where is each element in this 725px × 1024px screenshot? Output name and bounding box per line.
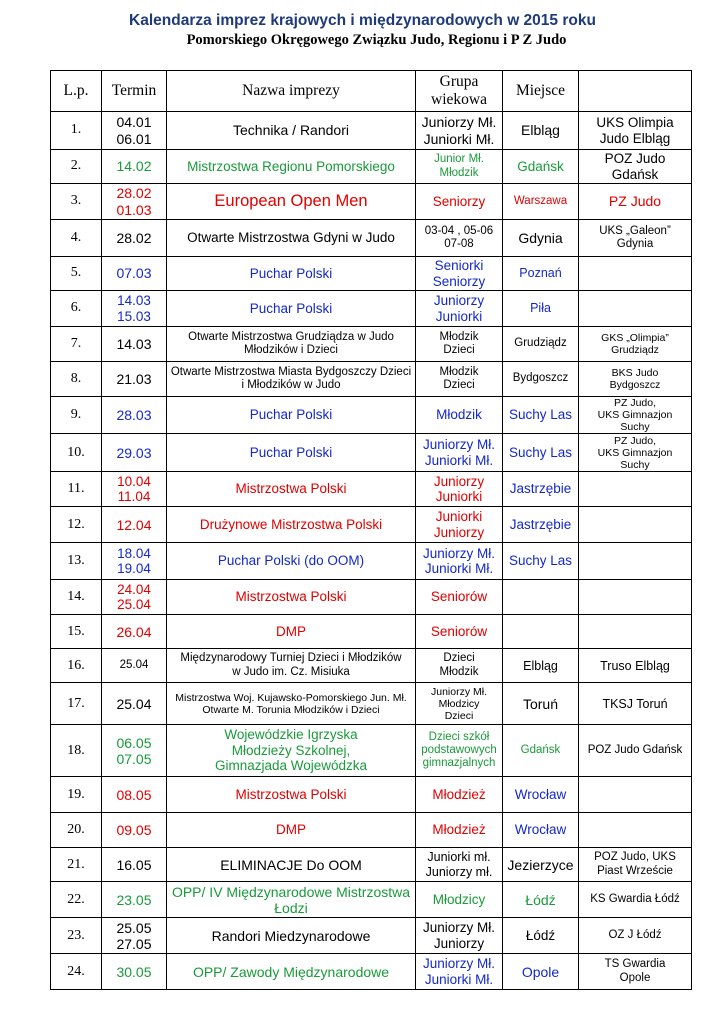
table-row xyxy=(51,580,692,615)
row-miejsce: Jastrzębie xyxy=(503,507,579,543)
row-organizer xyxy=(579,615,692,649)
table-row xyxy=(51,327,692,362)
row-grupa: Dzieci Młodzik xyxy=(416,649,503,683)
table-row xyxy=(51,257,692,291)
row-lp: 15. xyxy=(51,615,102,649)
row-organizer xyxy=(579,777,692,813)
table-row xyxy=(51,725,692,777)
row-grupa: Dzieci szkół podstawowych gimnazjalnych xyxy=(416,725,503,777)
row-nazwa: Mistrzostwa Woj. Kujawsko-Pomorskiego Jun. Mł. Otwarte M. Torunia Młodzików i Dzieci xyxy=(167,683,416,725)
row-termin: 10.04 11.04 xyxy=(102,472,167,507)
row-grupa: Seniorki Seniorzy xyxy=(416,257,503,291)
table-row xyxy=(51,918,692,954)
row-nazwa: Puchar Polski xyxy=(167,257,416,291)
row-termin: 14.03 xyxy=(102,327,167,362)
row-nazwa: Technika / Randori xyxy=(167,112,416,150)
row-lp: 10. xyxy=(51,434,102,472)
row-nazwa: Puchar Polski xyxy=(167,434,416,472)
row-nazwa: Drużynowe Mistrzostwa Polski xyxy=(167,507,416,543)
row-termin: 23.05 xyxy=(102,882,167,918)
row-nazwa: Mistrzostwa Polski xyxy=(167,777,416,813)
row-termin: 09.05 xyxy=(102,813,167,848)
row-miejsce: Suchy Las xyxy=(503,543,579,580)
row-grupa: Juniorzy Juniorki xyxy=(416,472,503,507)
row-miejsce: Suchy Las xyxy=(503,397,579,434)
row-grupa: Juniorzy Mł. Młodzicy Dzieci xyxy=(416,683,503,725)
table-row xyxy=(51,112,692,150)
table-row xyxy=(51,683,692,725)
row-lp: 8. xyxy=(51,362,102,397)
row-termin: 04.01 06.01 xyxy=(102,112,167,150)
row-lp: 24. xyxy=(51,954,102,990)
row-miejsce: Poznań xyxy=(503,257,579,291)
row-nazwa: Wojewódzkie Igrzyska Młodzieży Szkolnej, Gimnazjada Wojewódzka xyxy=(167,725,416,777)
row-organizer xyxy=(579,813,692,848)
row-miejsce: Łódź xyxy=(503,882,579,918)
row-grupa: Seniorów xyxy=(416,615,503,649)
row-termin: 18.04 19.04 xyxy=(102,543,167,580)
row-grupa: Juniorzy Juniorki xyxy=(416,291,503,327)
table-row xyxy=(51,848,692,882)
table-row xyxy=(51,150,692,184)
row-grupa: Juniorzy Mł. Juniorzy xyxy=(416,918,503,954)
table-row xyxy=(51,882,692,918)
row-lp: 3. xyxy=(51,184,102,220)
table-row xyxy=(51,507,692,543)
row-lp: 16. xyxy=(51,649,102,683)
row-miejsce: Suchy Las xyxy=(503,434,579,472)
row-grupa: Juniorzy Mł. Juniorki Mł. xyxy=(416,112,503,150)
header-nazwa: Nazwa imprezy xyxy=(167,71,416,112)
table-header-row xyxy=(51,71,692,112)
row-grupa: Junior Mł. Młodzik xyxy=(416,150,503,184)
row-termin: 14.02 xyxy=(102,150,167,184)
row-grupa: Młodzik xyxy=(416,397,503,434)
row-grupa: Seniorzy xyxy=(416,184,503,220)
row-termin: 08.05 xyxy=(102,777,167,813)
row-organizer: BKS Judo Bydgoszcz xyxy=(579,362,692,397)
row-nazwa: Otwarte Mistrzostwa Gdyni w Judo xyxy=(167,220,416,257)
row-organizer: GKS „Olimpia” Grudziądz xyxy=(579,327,692,362)
row-grupa: Juniorzy Mł. Juniorki Mł. xyxy=(416,434,503,472)
row-organizer: UKS „Galeon” Gdynia xyxy=(579,220,692,257)
row-lp: 22. xyxy=(51,882,102,918)
row-termin: 25.04 xyxy=(102,683,167,725)
row-nazwa: Mistrzostwa Polski xyxy=(167,472,416,507)
row-miejsce: Warszawa xyxy=(503,184,579,220)
row-lp: 9. xyxy=(51,397,102,434)
row-nazwa: Mistrzostwa Polski xyxy=(167,580,416,615)
row-grupa: Młodzik Dzieci xyxy=(416,327,503,362)
row-grupa: Juniorzy Mł. Juniorki Mł. xyxy=(416,954,503,990)
row-lp: 4. xyxy=(51,220,102,257)
row-grupa: Młodzik Dzieci xyxy=(416,362,503,397)
row-lp: 6. xyxy=(51,291,102,327)
row-nazwa: OPP/ IV Międzynarodowe Mistrzostwa Łodzi xyxy=(167,882,416,918)
row-grupa: Młodzież xyxy=(416,813,503,848)
table-row xyxy=(51,472,692,507)
row-organizer: TKSJ Toruń xyxy=(579,683,692,725)
row-nazwa: Randori Miedzynarodowe xyxy=(167,918,416,954)
row-termin: 28.02 xyxy=(102,220,167,257)
row-organizer: OZ J Łódź xyxy=(579,918,692,954)
row-termin: 25.05 27.05 xyxy=(102,918,167,954)
table-row xyxy=(51,615,692,649)
row-organizer: POZ Judo Gdańsk xyxy=(579,725,692,777)
events-table xyxy=(50,70,692,990)
table-row xyxy=(51,397,692,434)
row-grupa: Młodzież xyxy=(416,777,503,813)
row-lp: 12. xyxy=(51,507,102,543)
row-miejsce: Gdańsk xyxy=(503,725,579,777)
row-grupa: Seniorów xyxy=(416,580,503,615)
row-organizer xyxy=(579,472,692,507)
row-organizer: PZ Judo, UKS Gimnazjon Suchy xyxy=(579,434,692,472)
table-row xyxy=(51,362,692,397)
row-miejsce xyxy=(503,580,579,615)
row-miejsce: Wrocław xyxy=(503,777,579,813)
row-miejsce: Piła xyxy=(503,291,579,327)
row-lp: 20. xyxy=(51,813,102,848)
row-lp: 7. xyxy=(51,327,102,362)
row-grupa: 03-04 , 05-06 07-08 xyxy=(416,220,503,257)
row-organizer: UKS Olimpia Judo Elbląg xyxy=(579,112,692,150)
row-miejsce: Jezierzyce xyxy=(503,848,579,882)
table-row xyxy=(51,813,692,848)
row-nazwa: ELIMINACJE Do OOM xyxy=(167,848,416,882)
row-lp: 1. xyxy=(51,112,102,150)
row-termin: 21.03 xyxy=(102,362,167,397)
row-nazwa: OPP/ Zawody Międzynarodowe xyxy=(167,954,416,990)
row-organizer: KS Gwardia Łódź xyxy=(579,882,692,918)
table-row xyxy=(51,649,692,683)
row-termin: 12.04 xyxy=(102,507,167,543)
table-row xyxy=(51,184,692,220)
row-termin: 06.05 07.05 xyxy=(102,725,167,777)
row-organizer xyxy=(579,507,692,543)
row-termin: 26.04 xyxy=(102,615,167,649)
row-nazwa: Otwarte Mistrzostwa Grudziądza w Judo Młodzików i Dzieci xyxy=(167,327,416,362)
row-lp: 2. xyxy=(51,150,102,184)
row-lp: 18. xyxy=(51,725,102,777)
row-nazwa: DMP xyxy=(167,615,416,649)
row-termin: 07.03 xyxy=(102,257,167,291)
row-lp: 14. xyxy=(51,580,102,615)
row-organizer: POZ Judo, UKS Piast Wrzeście xyxy=(579,848,692,882)
document-subtitle: Pomorskiego Okręgowego Związku Judo, Regionu i P Z Judo xyxy=(186,32,567,48)
row-organizer xyxy=(579,257,692,291)
table-row xyxy=(51,954,692,990)
row-lp: 5. xyxy=(51,257,102,291)
row-termin: 16.05 xyxy=(102,848,167,882)
row-nazwa: DMP xyxy=(167,813,416,848)
row-nazwa: Puchar Polski xyxy=(167,397,416,434)
row-nazwa: Puchar Polski xyxy=(167,291,416,327)
row-miejsce: Wrocław xyxy=(503,813,579,848)
row-organizer: PZ Judo xyxy=(579,184,692,220)
row-organizer xyxy=(579,580,692,615)
row-termin: 24.04 25.04 xyxy=(102,580,167,615)
row-termin: 28.02 01.03 xyxy=(102,184,167,220)
row-lp: 13. xyxy=(51,543,102,580)
table-row xyxy=(51,543,692,580)
row-lp: 17. xyxy=(51,683,102,725)
row-miejsce: Bydgoszcz xyxy=(503,362,579,397)
table-row xyxy=(51,220,692,257)
row-grupa: Juniorzy Mł. Juniorki Mł. xyxy=(416,543,503,580)
row-miejsce: Łódź xyxy=(503,918,579,954)
row-organizer: POZ Judo Gdańsk xyxy=(579,150,692,184)
table-row xyxy=(51,434,692,472)
header-lp: L.p. xyxy=(51,71,102,112)
document-title: Kalendarza imprez krajowych i międzynarodowych w 2015 roku xyxy=(129,12,596,29)
row-lp: 19. xyxy=(51,777,102,813)
header-grupa: Grupa wiekowa xyxy=(416,71,503,112)
row-miejsce: Gdynia xyxy=(503,220,579,257)
row-nazwa: Mistrzostwa Regionu Pomorskiego xyxy=(167,150,416,184)
row-miejsce: Elbląg xyxy=(503,649,579,683)
header-organizer xyxy=(579,71,692,112)
row-organizer: TS Gwardia Opole xyxy=(579,954,692,990)
row-nazwa: Otwarte Mistrzostwa Miasta Bydgoszczy Dzieci i Młodzików w Judo xyxy=(167,362,416,397)
row-termin: 30.05 xyxy=(102,954,167,990)
header-termin: Termin xyxy=(102,71,167,112)
row-miejsce: Opole xyxy=(503,954,579,990)
row-grupa: Młodzicy xyxy=(416,882,503,918)
row-termin: 29.03 xyxy=(102,434,167,472)
row-organizer xyxy=(579,291,692,327)
row-nazwa: Międzynarodowy Turniej Dzieci i Młodzików w Judo im. Cz. Misiuka xyxy=(167,649,416,683)
row-lp: 11. xyxy=(51,472,102,507)
row-miejsce: Toruń xyxy=(503,683,579,725)
row-grupa: Juniorki Juniorzy xyxy=(416,507,503,543)
table-row xyxy=(51,291,692,327)
row-miejsce: Elbląg xyxy=(503,112,579,150)
row-termin: 14.03 15.03 xyxy=(102,291,167,327)
row-miejsce: Grudziądz xyxy=(503,327,579,362)
row-miejsce xyxy=(503,615,579,649)
table-row xyxy=(51,777,692,813)
row-termin: 25.04 xyxy=(102,649,167,683)
row-lp: 21. xyxy=(51,848,102,882)
row-lp: 23. xyxy=(51,918,102,954)
row-miejsce: Gdańsk xyxy=(503,150,579,184)
row-organizer: Truso Elbląg xyxy=(579,649,692,683)
row-organizer: PZ Judo, UKS Gimnazjon Suchy xyxy=(579,397,692,434)
row-miejsce: Jastrzębie xyxy=(503,472,579,507)
header-miejsce: Miejsce xyxy=(503,71,579,112)
row-grupa: Juniorki mł. Juniorzy mł. xyxy=(416,848,503,882)
row-organizer xyxy=(579,543,692,580)
row-nazwa: European Open Men xyxy=(167,184,416,220)
row-termin: 28.03 xyxy=(102,397,167,434)
row-nazwa: Puchar Polski (do OOM) xyxy=(167,543,416,580)
